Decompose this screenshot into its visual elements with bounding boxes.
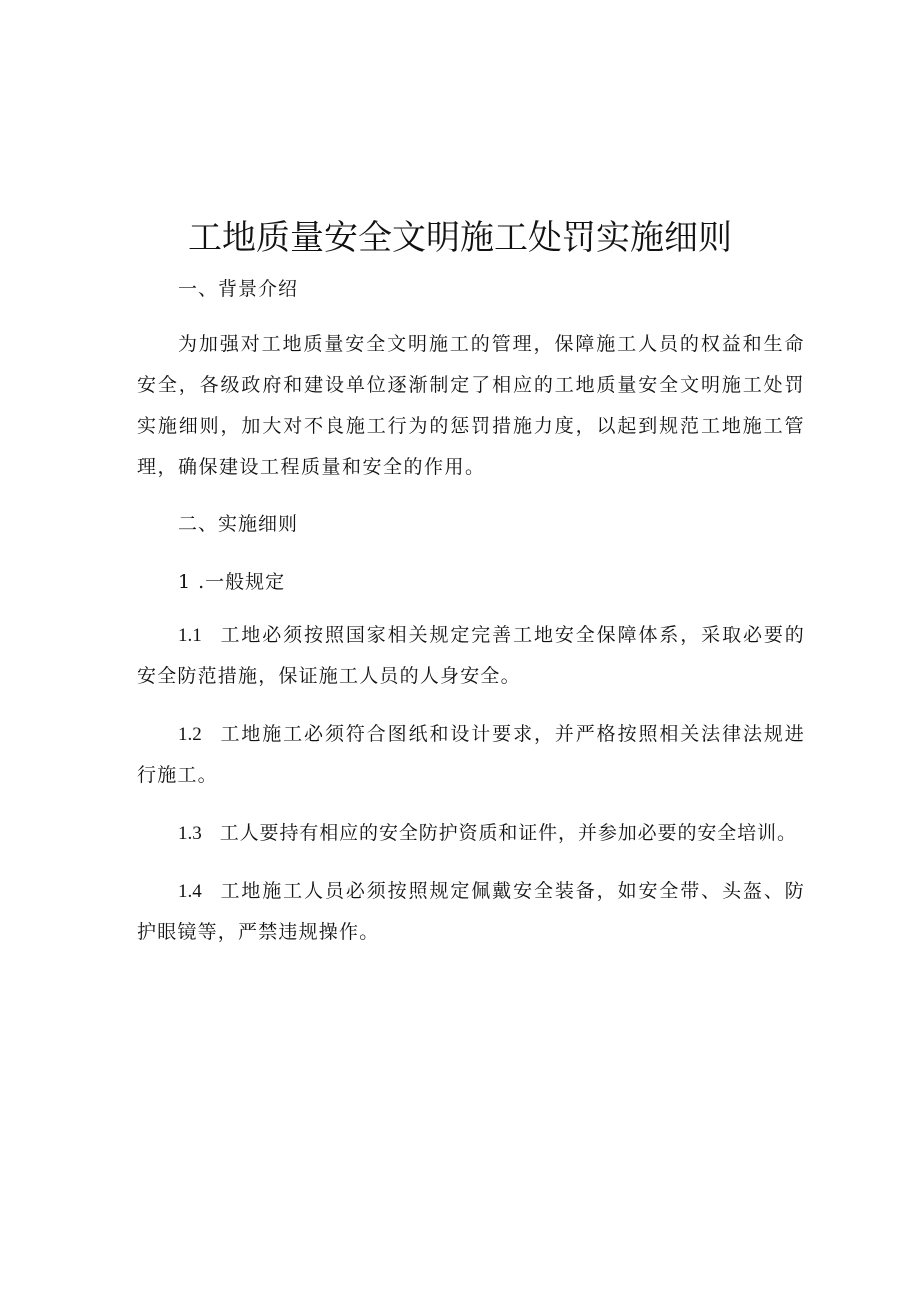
clause-number: 1.4 [178,881,202,902]
clause-number: 1.2 [178,724,202,745]
subsection-heading-general: 1 .一般规定 [178,571,286,593]
clause-item [137,714,805,796]
clause-number: 1.1 [178,625,202,646]
clause-item [137,871,805,953]
clause-text: 工地必须按照国家相关规定完善工地安全保障体系，采取必要的安全防范措施，保证施工人员的人身安全。 [137,624,805,687]
clause-text: 工人要持有相应的安全防护资质和证件，并参加必要的安全培训。 [219,822,797,844]
document-title: 工地质量安全文明施工处罚实施细则 [188,218,732,258]
clause-item [137,813,805,854]
section-heading-implementation: 二、实施细则 [178,513,299,535]
clause-item [137,615,805,697]
clause-text: 工地施工人员必须按照规定佩戴安全装备，如安全带、头盔、防护眼镜等，严禁违规操作。 [137,880,805,943]
section-heading-background: 一、背景介绍 [178,278,299,300]
background-paragraph: 为加强对工地质量安全文明施工的管理，保障施工人员的权益和生命安全，各级政府和建设单位逐渐制定了相应的工地质量安全文明施工处罚实施细则，加大对不良施工行为的惩罚措施力度，以起到规范工地施工管理，确保建设工程质量和安全的作用。 [137,333,805,478]
clause-text: 工地施工必须符合图纸和设计要求，并严格按照相关法律法规进行施工。 [137,723,805,786]
clause-number: 1.3 [178,823,202,844]
